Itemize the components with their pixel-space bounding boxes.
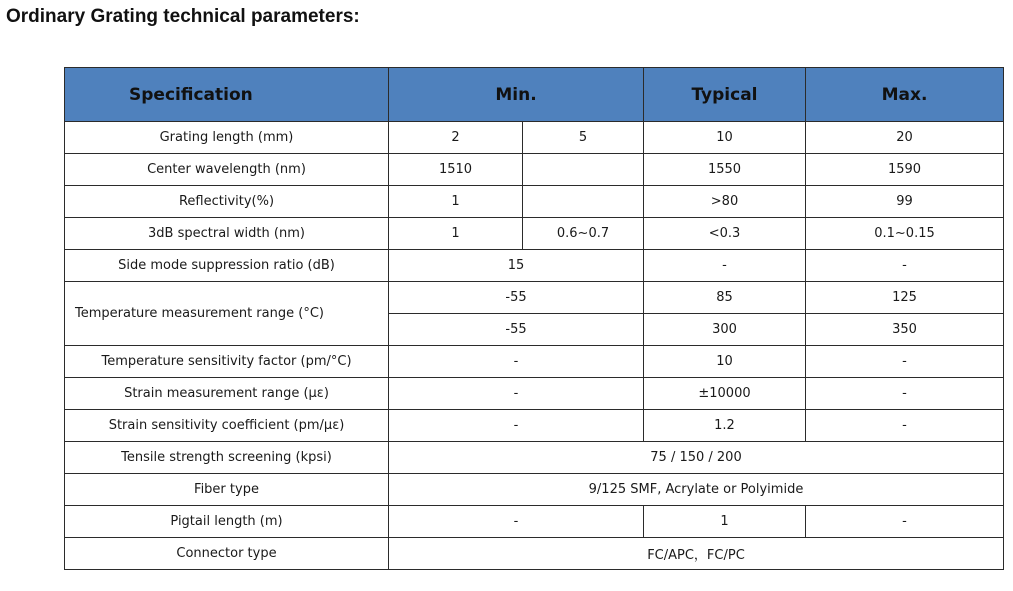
max-value: 350 xyxy=(806,314,1004,346)
min-value: -55 xyxy=(389,314,644,346)
specification-table xyxy=(64,67,1004,570)
merged-value: FC/APC，FC/PC xyxy=(389,538,1004,570)
table-row xyxy=(65,282,1004,314)
table-row xyxy=(65,506,1004,538)
min-value: - xyxy=(389,346,644,378)
table-header-row xyxy=(65,68,1004,122)
min-value: - xyxy=(389,506,644,538)
table-row xyxy=(65,538,1004,570)
row-label: Grating length (mm) xyxy=(65,122,389,154)
row-label: Center wavelength (nm) xyxy=(65,154,389,186)
row-label: Strain measurement range (με) xyxy=(65,378,389,410)
min-value: 1 xyxy=(389,218,523,250)
min-value: - xyxy=(389,378,644,410)
row-label: Temperature sensitivity factor (pm/°C) xyxy=(65,346,389,378)
typical-value: 85 xyxy=(644,282,806,314)
header-max: Max. xyxy=(806,68,1004,122)
typical-value: <0.3 xyxy=(644,218,806,250)
table-row xyxy=(65,218,1004,250)
typical-value: 1550 xyxy=(644,154,806,186)
row-label: Reflectivity(%) xyxy=(65,186,389,218)
min-value: 1510 xyxy=(389,154,523,186)
table-row xyxy=(65,122,1004,154)
min-value: 1 xyxy=(389,186,523,218)
min-value: 2 xyxy=(389,122,523,154)
typical-value: >80 xyxy=(644,186,806,218)
row-label: Fiber type xyxy=(65,474,389,506)
row-label: Tensile strength screening (kpsi) xyxy=(65,442,389,474)
row-label: Pigtail length (m) xyxy=(65,506,389,538)
typical-value: - xyxy=(644,250,806,282)
row-label: Strain sensitivity coefficient (pm/με) xyxy=(65,410,389,442)
table-row xyxy=(65,346,1004,378)
row-label: 3dB spectral width (nm) xyxy=(65,218,389,250)
table-row xyxy=(65,442,1004,474)
max-value: - xyxy=(806,346,1004,378)
max-value: - xyxy=(806,506,1004,538)
typical-value: 10 xyxy=(644,122,806,154)
table-row xyxy=(65,378,1004,410)
min-value-alt: 5 xyxy=(523,122,644,154)
table-row xyxy=(65,250,1004,282)
min-value: - xyxy=(389,410,644,442)
row-label: Connector type xyxy=(65,538,389,570)
typical-value: 10 xyxy=(644,346,806,378)
min-value-alt: 0.6~0.7 xyxy=(523,218,644,250)
header-typical: Typical xyxy=(644,68,806,122)
page-title: Ordinary Grating technical parameters: xyxy=(6,6,360,27)
row-label: Side mode suppression ratio (dB) xyxy=(65,250,389,282)
typical-value: ±10000 xyxy=(644,378,806,410)
header-min: Min. xyxy=(389,68,644,122)
max-value: 99 xyxy=(806,186,1004,218)
typical-value: 300 xyxy=(644,314,806,346)
table-row xyxy=(65,186,1004,218)
merged-value: 9/125 SMF, Acrylate or Polyimide xyxy=(389,474,1004,506)
max-value: 20 xyxy=(806,122,1004,154)
min-value: 15 xyxy=(389,250,644,282)
max-value: 125 xyxy=(806,282,1004,314)
min-value-alt xyxy=(523,186,644,218)
min-value-alt xyxy=(523,154,644,186)
merged-value: 75 / 150 / 200 xyxy=(389,442,1004,474)
max-value: - xyxy=(806,410,1004,442)
typical-value: 1 xyxy=(644,506,806,538)
max-value: 0.1~0.15 xyxy=(806,218,1004,250)
row-label: Temperature measurement range (°C) xyxy=(65,282,389,346)
header-specification: Specification xyxy=(65,68,389,122)
typical-value: 1.2 xyxy=(644,410,806,442)
max-value: - xyxy=(806,250,1004,282)
table-row xyxy=(65,474,1004,506)
max-value: 1590 xyxy=(806,154,1004,186)
table-row xyxy=(65,154,1004,186)
min-value: -55 xyxy=(389,282,644,314)
table-row xyxy=(65,410,1004,442)
max-value: - xyxy=(806,378,1004,410)
